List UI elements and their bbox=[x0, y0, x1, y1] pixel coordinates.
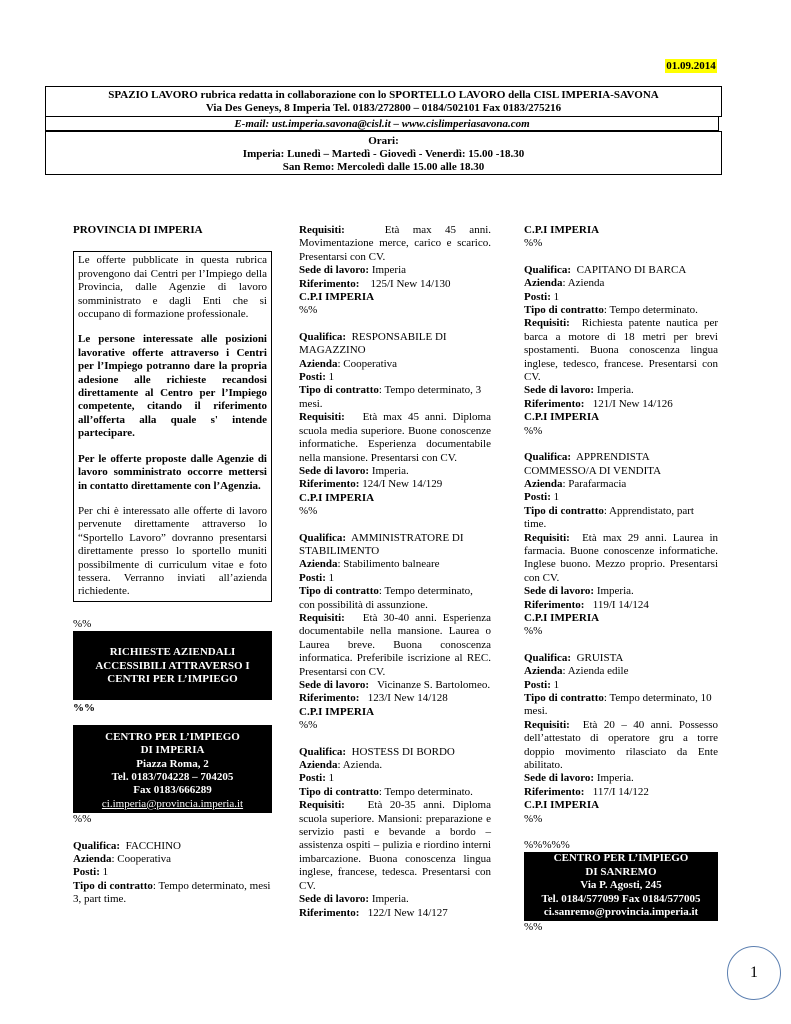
label-tipo: Tipo di contratto bbox=[73, 879, 153, 892]
label-riferimento: Riferimento: bbox=[524, 598, 585, 611]
cpi-label: C.P.I IMPERIA bbox=[299, 491, 375, 504]
offer-responsabile bbox=[299, 331, 491, 519]
column-3 bbox=[524, 224, 718, 934]
azienda-value: : Azienda. bbox=[337, 759, 383, 772]
cpi-sanremo-address: Via P. Agosti, 245 bbox=[580, 879, 662, 892]
label-qualifica: Qualifica: bbox=[299, 745, 347, 758]
label-riferimento: Riferimento: bbox=[524, 397, 585, 410]
date-label: 01.09.2014 bbox=[666, 60, 716, 72]
azienda-value: : Stabilimento balneare bbox=[337, 558, 440, 571]
qualifica-value: FACCHINO bbox=[125, 839, 181, 852]
label-requisiti: Requisiti: bbox=[524, 718, 570, 731]
separator: %% bbox=[524, 920, 543, 933]
cpi-sanremo-box bbox=[524, 852, 718, 920]
label-riferimento: Riferimento: bbox=[299, 277, 360, 290]
header-email[interactable]: E-mail: ust.imperia.savona@cisl.it – www.cislimperiasavona.com bbox=[45, 116, 719, 131]
requisiti-value: Età 30-40 anni. Esperienza documentabile nella mansione. Laurea o Laurea breve. Buona conoscenza informatica. Preferibile iscrizione al REC. Presentarsi con CV. bbox=[299, 611, 492, 678]
cpi-imperia-tel: Tel. 0183/704228 – 704205 bbox=[111, 771, 234, 783]
column-1 bbox=[73, 224, 272, 907]
label-qualifica: Qualifica: bbox=[524, 451, 572, 464]
offer-gruista bbox=[524, 652, 718, 826]
tipo-value: : Apprendistato, part time. bbox=[524, 504, 694, 531]
cpi-label: C.P.I IMPERIA bbox=[524, 411, 600, 424]
label-requisiti: Requisiti: bbox=[299, 611, 345, 624]
cpi-imperia-title: CENTRO PER L’IMPIEGO bbox=[105, 730, 240, 743]
posti-value: 1 bbox=[550, 491, 560, 504]
cpi-sanremo-telfax: Tel. 0184/577099 Fax 0184/577005 bbox=[541, 892, 701, 905]
separator: %% bbox=[299, 505, 318, 518]
cpi-imperia-email[interactable]: ci.imperia@provincia.imperia.it bbox=[101, 797, 244, 810]
label-posti: Posti: bbox=[299, 371, 326, 384]
label-posti: Posti: bbox=[524, 491, 551, 504]
qualifica-value: APPRENDISTA COMMESSO/A DI VENDITA bbox=[524, 451, 662, 477]
label-qualifica: Qualifica: bbox=[299, 330, 347, 343]
requisiti-value: Età 20 – 40 anni. Possesso dell’attestato di operatore gru a torre doppio movimento rilasciato da Ente abilitato. bbox=[524, 718, 718, 772]
cpi-imperia-box bbox=[73, 725, 272, 813]
sede-value: Imperia. bbox=[369, 893, 409, 906]
label-azienda: Azienda bbox=[524, 277, 563, 290]
label-qualifica: Qualifica: bbox=[73, 839, 121, 852]
riferimento-value: 122/I New 14/127 bbox=[367, 906, 448, 919]
requisiti-value: Età max 45 anni. Movimentazione merce, carico e scarico. Presentarsi con CV. bbox=[299, 224, 491, 263]
label-sede: Sede di lavoro: bbox=[299, 264, 370, 277]
cpi-label: C.P.I IMPERIA bbox=[524, 611, 600, 624]
label-azienda: Azienda bbox=[299, 558, 338, 571]
label-posti: Posti: bbox=[524, 290, 551, 303]
cpi-label: C.P.I IMPERIA bbox=[524, 799, 600, 812]
separator: %% bbox=[299, 719, 318, 732]
riferimento-value: 124/I New 14/129 bbox=[359, 478, 443, 491]
separator: %% bbox=[73, 617, 92, 630]
azienda-value: : Azienda edile bbox=[562, 665, 629, 678]
requisiti-value: Età max 45 anni. Diploma scuola media superiore. Buone conoscenze informatiche. Esperienza documentabile nella mansione. Presentarsi con CV. bbox=[299, 411, 492, 464]
qualifica-value: GRUISTA bbox=[576, 651, 624, 664]
riferimento-value: 125/I New 14/130 bbox=[370, 277, 451, 290]
separator: %% bbox=[524, 625, 543, 638]
azienda-value: : Azienda bbox=[562, 277, 605, 290]
richieste-banner: RICHIESTE AZIENDALI ACCESSIBILI ATTRAVERSO I CENTRI PER L’IMPIEGO bbox=[73, 631, 272, 700]
column-2 bbox=[299, 224, 491, 920]
label-sede: Sede di lavoro: bbox=[524, 772, 595, 785]
info-paragraph-4: Per chi è interessato alle offerte di lavoro pervenute direttamente attraverso lo “Sportello Lavoro” dovranno presentarsi direttamente presso lo sportello muniti possibilmente di curriculum vitae e foto tessera. Verranno inviati all’azienda richiedente. bbox=[78, 504, 267, 598]
cpi-sanremo-email[interactable]: ci.sanremo@provincia.imperia.it bbox=[543, 906, 699, 919]
orari-sanremo: San Remo: Mercoledì dalle 15.00 alle 18.30 bbox=[282, 161, 485, 173]
label-azienda: Azienda bbox=[73, 853, 112, 866]
qualifica-value: HOSTESS DI BORDO bbox=[351, 745, 455, 758]
riferimento-value: 123/I New 14/128 bbox=[367, 692, 448, 705]
azienda-value: : Cooperativa bbox=[337, 357, 398, 370]
qualifica-value: AMMINISTRATORE DI STABILIMENTO bbox=[299, 531, 464, 557]
separator: %% bbox=[524, 424, 543, 437]
label-qualifica: Qualifica: bbox=[299, 531, 347, 544]
separator: %% bbox=[73, 702, 95, 715]
label-riferimento: Riferimento: bbox=[299, 478, 360, 491]
label-posti: Posti: bbox=[299, 571, 326, 584]
orari-box bbox=[45, 131, 722, 175]
offer-amministratore bbox=[299, 532, 491, 733]
posti-value: 1 bbox=[550, 678, 560, 691]
label-riferimento: Riferimento: bbox=[299, 906, 360, 919]
label-posti: Posti: bbox=[524, 678, 551, 691]
sede-value: Imperia. bbox=[594, 585, 634, 598]
requisiti-value: Età max 29 anni. Laurea in farmacia. Buone conoscenze informatiche. Inglese buono. Mezzo proprio. Presentarsi con CV. bbox=[524, 531, 719, 584]
requisiti-value: Età 20-35 anni. Diploma scuola superiore. Mansioni: preparazione e servizio pasti e bevande a bordo – assistenza ospiti – pulizia e riordino interni imbarcazione. Buona conoscenza lingua inglese, francese, tedesca. Presentarsi con CV. bbox=[299, 799, 491, 892]
sede-value: Imperia. bbox=[594, 772, 634, 785]
label-requisiti: Requisiti: bbox=[299, 224, 345, 236]
azienda-value: : Cooperativa bbox=[111, 853, 172, 866]
posti-value: 1 bbox=[99, 866, 109, 879]
tipo-value: : Tempo determinato. bbox=[603, 304, 698, 317]
sede-value: Vicinanze S. Bartolomeo. bbox=[374, 679, 491, 691]
riferimento-value: 121/I New 14/126 bbox=[592, 397, 673, 410]
orari-title: Orari: bbox=[368, 135, 399, 147]
label-tipo: Tipo di contratto bbox=[299, 785, 379, 798]
offer-hostess bbox=[299, 746, 491, 920]
cpi-label: C.P.I IMPERIA bbox=[524, 224, 600, 236]
separator: %% bbox=[299, 304, 318, 317]
azienda-value: : Parafarmacia bbox=[562, 477, 627, 490]
qualifica-value: RESPONSABILE DI MAGAZZINO bbox=[299, 330, 447, 357]
qualifica-value: CAPITANO DI BARCA bbox=[576, 263, 687, 276]
header-box bbox=[45, 86, 722, 117]
label-sede: Sede di lavoro: bbox=[299, 464, 370, 477]
info-paragraph-1: Le offerte pubblicate in questa rubrica provengono dai Centri per l’Impiego della Provincia, dalle Agenzie di lavoro somministrato e dagli Enti che si occupano di formazione professionale. bbox=[78, 254, 267, 321]
offer-apprendista bbox=[524, 451, 718, 639]
sede-value: Imperia. bbox=[594, 384, 634, 397]
orari-imperia: Imperia: Lunedì – Martedì - Giovedì - Venerdì: 15.00 -18.30 bbox=[242, 148, 525, 160]
page-number: 1 bbox=[727, 946, 781, 1000]
offer-capitano bbox=[524, 264, 718, 438]
cpi-imperia-subtitle: DI IMPERIA bbox=[140, 744, 205, 757]
label-qualifica: Qualifica: bbox=[524, 263, 572, 276]
posti-value: 1 bbox=[325, 371, 335, 384]
cpi-imperia-address: Piazza Roma, 2 bbox=[136, 757, 209, 770]
info-box bbox=[73, 251, 272, 601]
label-sede: Sede di lavoro: bbox=[524, 384, 595, 397]
tipo-value: : Tempo determinato. bbox=[378, 785, 473, 798]
label-riferimento: Riferimento: bbox=[299, 692, 360, 705]
separator: %%%%% bbox=[524, 839, 570, 852]
provincia-heading: PROVINCIA DI IMPERIA bbox=[73, 224, 203, 236]
tipo-value: : Tempo determinato, 3 mesi. bbox=[299, 384, 482, 410]
cpi-label: C.P.I IMPERIA bbox=[299, 291, 375, 304]
label-azienda: Azienda bbox=[299, 357, 338, 370]
riferimento-value: 117/I 14/122 bbox=[592, 785, 649, 798]
posti-value: 1 bbox=[325, 772, 335, 785]
cpi-label: C.P.I IMPERIA bbox=[299, 705, 375, 718]
riferimento-value: 119/I 14/124 bbox=[592, 598, 649, 611]
offer-facchino bbox=[73, 840, 272, 907]
label-posti: Posti: bbox=[73, 866, 100, 879]
requisiti-value: Richiesta patente nautica per barca a motore di 18 metri per brevi spostamenti. Buona conoscenza lingua inglese, tedesco, francese. Presentarsi con CV. bbox=[524, 317, 719, 384]
label-sede: Sede di lavoro: bbox=[524, 585, 595, 598]
cpi-sanremo-title: CENTRO PER L’IMPIEGO bbox=[553, 852, 689, 865]
label-tipo: Tipo di contratto bbox=[299, 384, 379, 397]
posti-value: 1 bbox=[325, 571, 335, 584]
cpi-sanremo-subtitle: DI SANREMO bbox=[585, 865, 657, 878]
cpi-imperia-fax: Fax 0183/666289 bbox=[133, 784, 212, 797]
header-line-1: SPAZIO LAVORO rubrica redatta in collaborazione con lo SPORTELLO LAVORO della CISL IMPERIA-SAVONA bbox=[108, 89, 659, 101]
label-tipo: Tipo di contratto bbox=[299, 585, 379, 598]
label-azienda: Azienda bbox=[524, 477, 563, 490]
label-tipo: Tipo di contratto bbox=[524, 692, 604, 704]
label-sede: Sede di lavoro: bbox=[299, 893, 370, 906]
label-riferimento: Riferimento: bbox=[524, 785, 585, 798]
label-requisiti: Requisiti: bbox=[524, 317, 570, 330]
label-requisiti: Requisiti: bbox=[524, 531, 570, 544]
sede-value: Imperia. bbox=[369, 464, 409, 477]
tipo-value: : Tempo determinato, con possibilità di assunzione. bbox=[299, 585, 473, 611]
label-tipo: Tipo di contratto bbox=[524, 504, 604, 517]
tipo-value: : Tempo determinato, mesi 3, part time. bbox=[73, 879, 271, 906]
separator: %% bbox=[524, 237, 543, 250]
label-azienda: Azienda bbox=[299, 759, 338, 772]
label-requisiti: Requisiti: bbox=[299, 799, 345, 812]
info-paragraph-3: Per le offerte proposte dalle Agenzie di lavoro somministrato occorre mettersi in contatto direttamente con l’Agenzia. bbox=[78, 452, 267, 492]
sede-value: Imperia bbox=[369, 264, 407, 277]
label-posti: Posti: bbox=[299, 772, 326, 785]
label-tipo: Tipo di contratto bbox=[524, 304, 604, 317]
label-sede: Sede di lavoro: bbox=[299, 679, 370, 691]
label-azienda: Azienda bbox=[524, 665, 563, 678]
posti-value: 1 bbox=[550, 290, 560, 303]
label-requisiti: Requisiti: bbox=[299, 411, 345, 424]
tipo-value: : Tempo determinato, 10 mesi. bbox=[524, 692, 712, 718]
header-line-2: Via Des Geneys, 8 Imperia Tel. 0183/272800 – 0184/502101 Fax 0183/275216 bbox=[205, 102, 562, 114]
separator: %% bbox=[524, 812, 543, 825]
label-qualifica: Qualifica: bbox=[524, 651, 572, 664]
info-paragraph-2: Le persone interessate alle posizioni lavorative offerte attraverso i Centri per l’Impiego potranno dare la propria adesione alle richieste recandosi direttamente al Centro per l’Impiego competente, citando il riferimento all’offerta alla quale s' intende partecipare. bbox=[78, 333, 267, 440]
separator: %% bbox=[73, 813, 92, 826]
